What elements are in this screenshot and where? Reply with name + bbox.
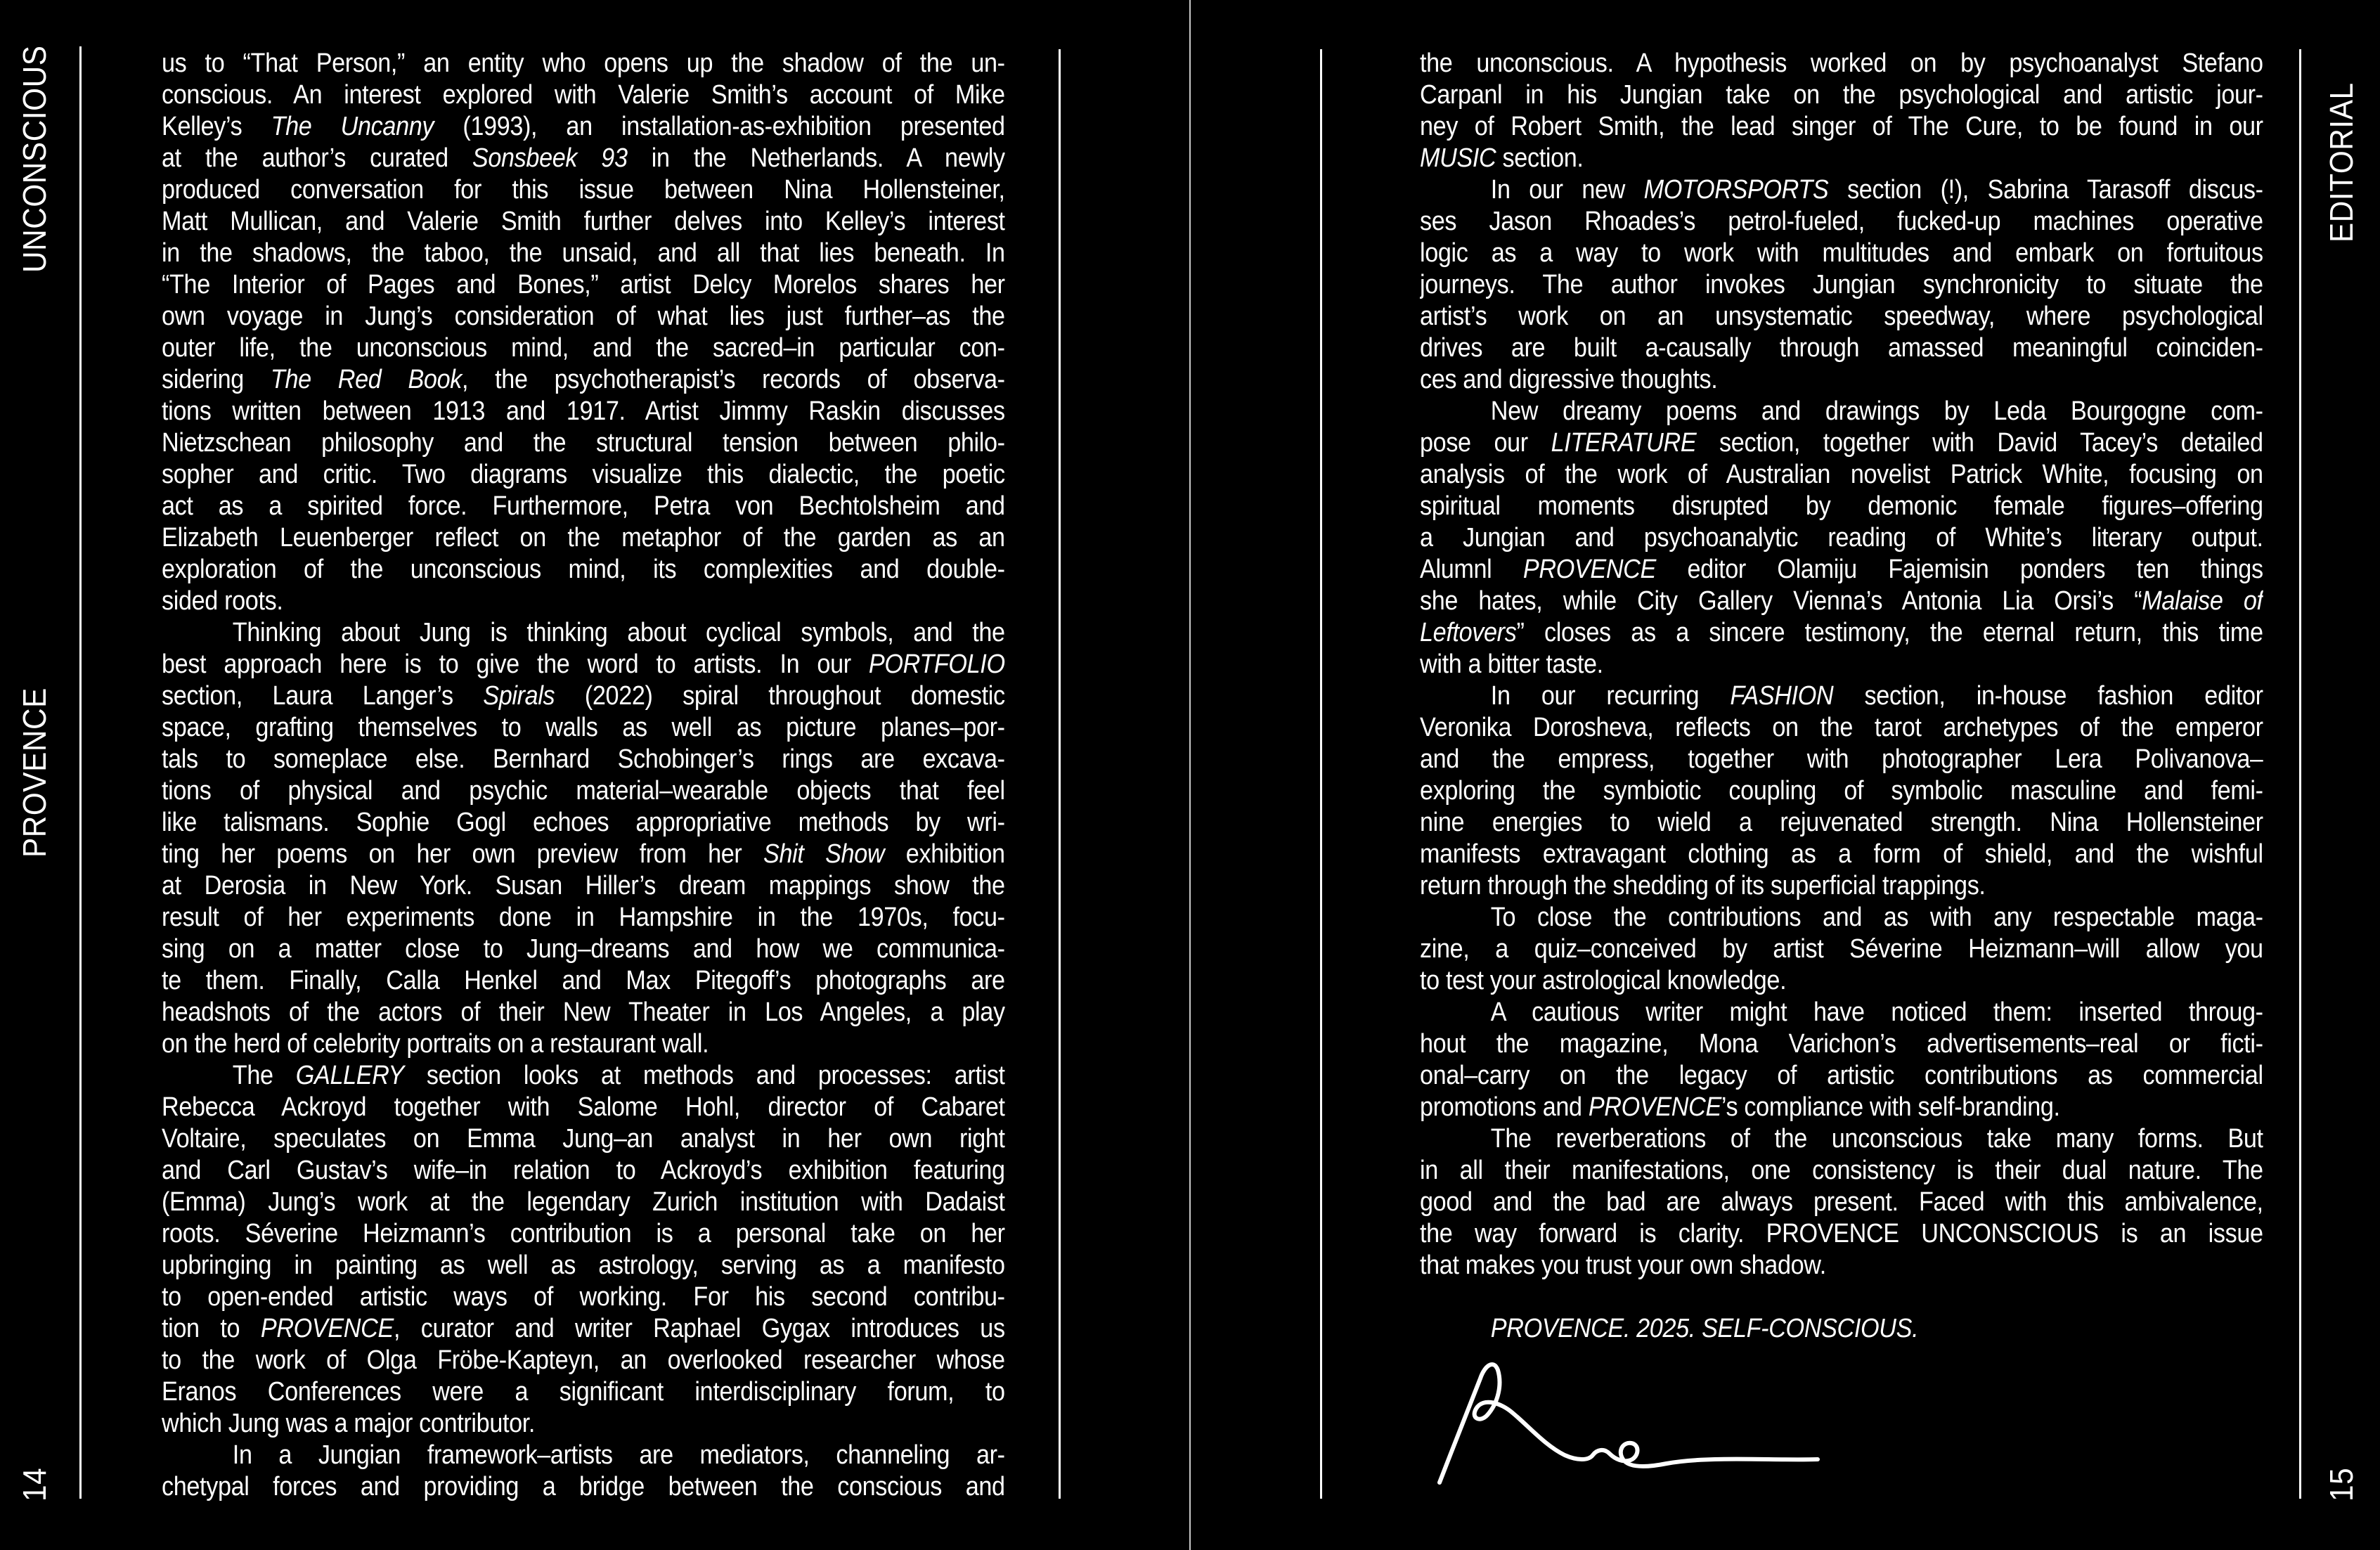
text-line: analysis of the work of Australian novelist Patrick White, focusing on bbox=[1420, 460, 2263, 489]
text-line: in all their manifestations, one consistency is their dual nature. The bbox=[1420, 1156, 2263, 1185]
text-line: manifests extravagant clothing as a form of shield, and the wishful bbox=[1420, 839, 2263, 869]
text-line: tion to PROVENCE, curator and writer Raphael Gygax introduces us bbox=[162, 1314, 1005, 1343]
text-line: at the author’s curated Sonsbeek 93 in the Netherlands. A newly bbox=[162, 143, 1005, 173]
text-line: produced conversation for this issue between Nina Hollensteiner, bbox=[162, 175, 1005, 205]
text-line: A cautious writer might have noticed them: inserted throug- bbox=[1490, 997, 2263, 1027]
text-line: Alumnl PROVENCE editor Olamiju Fajemisin ponders ten things bbox=[1420, 555, 2263, 584]
text-line: “The Interior of Pages and Bones,” artist Delcy Morelos shares her bbox=[162, 270, 1005, 299]
text-line: logic as a way to work with multitudes and embark on fortuitous bbox=[1420, 238, 2263, 268]
text-line: which Jung was a major contributor. bbox=[162, 1409, 536, 1438]
text-line: artist’s work on an unsystematic speedway, where psychological bbox=[1420, 302, 2263, 331]
text-line: drives are built a-causally through amassed meaningful coinciden- bbox=[1420, 333, 2263, 363]
text-line: exploring the symbiotic coupling of symbolic masculine and femi- bbox=[1420, 776, 2263, 806]
right-page-text-column bbox=[1420, 48, 2263, 1345]
text-line: chetypal forces and providing a bridge between the conscious and bbox=[162, 1472, 1005, 1501]
text-line: Carpanl in his Jungian take on the psychological and artistic jour- bbox=[1420, 80, 2263, 110]
text-line: hout the magazine, Mona Varichon’s advertisements–real or ficti- bbox=[1420, 1029, 2263, 1059]
text-line: In a Jungian framework–artists are mediators, channeling ar- bbox=[232, 1440, 1005, 1470]
center-fold-line bbox=[1189, 0, 1191, 1550]
text-line: onal–carry on the legacy of artistic contributions as commercial bbox=[1420, 1061, 2263, 1090]
text-line: promotions and PROVENCE’s compliance with self-branding. bbox=[1420, 1092, 2060, 1122]
right-page-inner-rule bbox=[1320, 49, 1322, 1499]
text-line: exploration of the unconscious mind, its complexities and double- bbox=[162, 555, 1005, 584]
text-line: return through the shedding of its superficial trappings. bbox=[1420, 871, 1986, 900]
text-line: tions written between 1913 and 1917. Artist Jimmy Raskin discusses bbox=[162, 396, 1005, 426]
text-line: Eranos Conferences were a significant interdisciplinary forum, to bbox=[162, 1377, 1005, 1407]
text-line: with a bitter taste. bbox=[1420, 650, 1603, 679]
left-page-outer-rule bbox=[79, 46, 82, 1499]
text-line: te them. Finally, Calla Henkel and Max Pitegoff’s photographs are bbox=[162, 966, 1005, 995]
text-line: Matt Mullican, and Valerie Smith further delves into Kelley’s interest bbox=[162, 207, 1005, 236]
text-line: best approach here is to give the word to artists. In our PORTFOLIO bbox=[162, 650, 1005, 679]
text-line: tals to someplace else. Bernhard Schobinger’s rings are excava- bbox=[162, 744, 1005, 774]
text-line: us to “That Person,” an entity who opens up the shadow of the un- bbox=[162, 49, 1005, 78]
text-line: Voltaire, speculates on Emma Jung–an analyst in her own right bbox=[162, 1124, 1005, 1154]
text-line: PROVENCE. 2025. SELF-CONSCIOUS. bbox=[1490, 1314, 1919, 1343]
text-line: ney of Robert Smith, the lead singer of The Cure, to be found in our bbox=[1420, 112, 2263, 141]
left-page-text-column bbox=[162, 48, 1005, 1503]
text-line: journeys. The author invokes Jungian synchronicity to situate the bbox=[1420, 270, 2263, 299]
text-line: In our recurring FASHION section, in-house fashion editor bbox=[1490, 681, 2263, 711]
left-page-inner-rule bbox=[1059, 49, 1061, 1499]
text-line: spiritual moments disrupted by demonic female figures–offering bbox=[1420, 491, 2263, 521]
text-line: upbringing in painting as well as astrology, serving as a manifesto bbox=[162, 1251, 1005, 1280]
text-line: ting her poems on her own preview from her Shit Show exhibition bbox=[162, 839, 1005, 869]
text-line: conscious. An interest explored with Valerie Smith’s account of Mike bbox=[162, 80, 1005, 110]
text-line: The reverberations of the unconscious take many forms. But bbox=[1490, 1124, 2263, 1154]
text-line: on the herd of celebrity portraits on a restaurant wall. bbox=[162, 1029, 709, 1059]
text-line: Leftovers” closes as a sincere testimony, the eternal return, this time bbox=[1420, 618, 2263, 647]
signature-scribble bbox=[1434, 1353, 1828, 1487]
text-line: (Emma) Jung’s work at the legendary Zurich institution with Dadaist bbox=[162, 1187, 1005, 1217]
text-line: to the work of Olga Fröbe-Kapteyn, an overlooked researcher whose bbox=[162, 1345, 1005, 1375]
text-line: and Carl Gustav’s wife–in relation to Ackroyd’s exhibition featuring bbox=[162, 1156, 1005, 1185]
text-line: to open-ended artistic ways of working. For his second contribu- bbox=[162, 1282, 1005, 1312]
text-line: and the empress, together with photographer Lera Polivanova– bbox=[1420, 744, 2263, 774]
text-line: Nietzschean philosophy and the structural tension between philo- bbox=[162, 428, 1005, 458]
page-number-left: 14 bbox=[16, 1467, 53, 1501]
text-line: a Jungian and psychoanalytic reading of White’s literary output. bbox=[1420, 523, 2263, 553]
text-line: pose our LITERATURE section, together with David Tacey’s detailed bbox=[1420, 428, 2263, 458]
text-line: sided roots. bbox=[162, 586, 283, 616]
text-line: roots. Séverine Heizmann’s contribution is a personal take on her bbox=[162, 1219, 1005, 1248]
text-line: nine energies to wield a rejuvenated strength. Nina Hollensteiner bbox=[1420, 808, 2263, 837]
text-line: ces and digressive thoughts. bbox=[1420, 365, 1718, 394]
text-line: act as a spirited force. Furthermore, Petra von Bechtolsheim and bbox=[162, 491, 1005, 521]
text-line: MUSIC section. bbox=[1420, 143, 1584, 173]
text-line: zine, a quiz–conceived by artist Séverine Heizmann–will allow you bbox=[1420, 934, 2263, 964]
text-line: In our new MOTORSPORTS section (!), Sabrina Tarasoff discus- bbox=[1490, 175, 2263, 205]
text-line: good and the bad are always present. Faced with this ambivalence, bbox=[1420, 1187, 2263, 1217]
right-page-outer-rule bbox=[2299, 49, 2301, 1499]
margin-label-editorial: EDITORIAL bbox=[2323, 82, 2360, 243]
text-line: like talismans. Sophie Gogl echoes appropriative methods by wri- bbox=[162, 808, 1005, 837]
text-line: section, Laura Langer’s Spirals (2022) spiral throughout domestic bbox=[162, 681, 1005, 711]
text-line: New dreamy poems and drawings by Leda Bourgogne com- bbox=[1490, 396, 2263, 426]
text-line: Rebecca Ackroyd together with Salome Hohl, director of Cabaret bbox=[162, 1092, 1005, 1122]
text-line: in the shadows, the taboo, the unsaid, and all that lies beneath. In bbox=[162, 238, 1005, 268]
text-line: To close the contributions and as with any respectable maga- bbox=[1490, 903, 2263, 932]
text-line: outer life, the unconscious mind, and the sacred–in particular con- bbox=[162, 333, 1005, 363]
page-number-right: 15 bbox=[2323, 1467, 2360, 1501]
text-line: Thinking about Jung is thinking about cyclical symbols, and the bbox=[232, 618, 1005, 647]
text-line: sidering The Red Book, the psychotherapist’s records of observa- bbox=[162, 365, 1005, 394]
text-line: she hates, while City Gallery Vienna’s Antonia Lia Orsi’s “Malaise of bbox=[1420, 586, 2263, 616]
text-line: Veronika Dorosheva, reflects on the tarot archetypes of the emperor bbox=[1420, 713, 2263, 742]
text-line: ses Jason Rhoades’s petrol-fueled, fucked-up machines operative bbox=[1420, 207, 2263, 236]
text-line: the unconscious. A hypothesis worked on by psychoanalyst Stefano bbox=[1420, 49, 2263, 78]
text-line: tions of physical and psychic material–wearable objects that feel bbox=[162, 776, 1005, 806]
text-line: to test your astrological knowledge. bbox=[1420, 966, 1787, 995]
text-line: own voyage in Jung’s consideration of what lies just further–as the bbox=[162, 302, 1005, 331]
text-line: space, grafting themselves to walls as well as picture planes–por- bbox=[162, 713, 1005, 742]
text-line: that makes you trust your own shadow. bbox=[1420, 1251, 1826, 1280]
text-line: Kelley’s The Uncanny (1993), an installation-as-exhibition presented bbox=[162, 112, 1005, 141]
text-line: sing on a matter close to Jung–dreams and how we communica- bbox=[162, 934, 1005, 964]
text-line: Elizabeth Leuenberger reflect on the metaphor of the garden as an bbox=[162, 523, 1005, 553]
text-line: sopher and critic. Two diagrams visualize this dialectic, the poetic bbox=[162, 460, 1005, 489]
text-line: the way forward is clarity. PROVENCE UNCONSCIOUS is an issue bbox=[1420, 1219, 2263, 1248]
text-line bbox=[1420, 1281, 2263, 1313]
margin-label-provence: PROVENCE bbox=[16, 687, 53, 858]
margin-label-unconscious: UNCONSCIOUS bbox=[16, 45, 53, 273]
text-line: The GALLERY section looks at methods and processes: artist bbox=[232, 1061, 1005, 1090]
text-line: at Derosia in New York. Susan Hiller’s dream mappings show the bbox=[162, 871, 1005, 900]
text-line: headshots of the actors of their New Theater in Los Angeles, a play bbox=[162, 997, 1005, 1027]
text-line: result of her experiments done in Hampshire in the 1970s, focu- bbox=[162, 903, 1005, 932]
